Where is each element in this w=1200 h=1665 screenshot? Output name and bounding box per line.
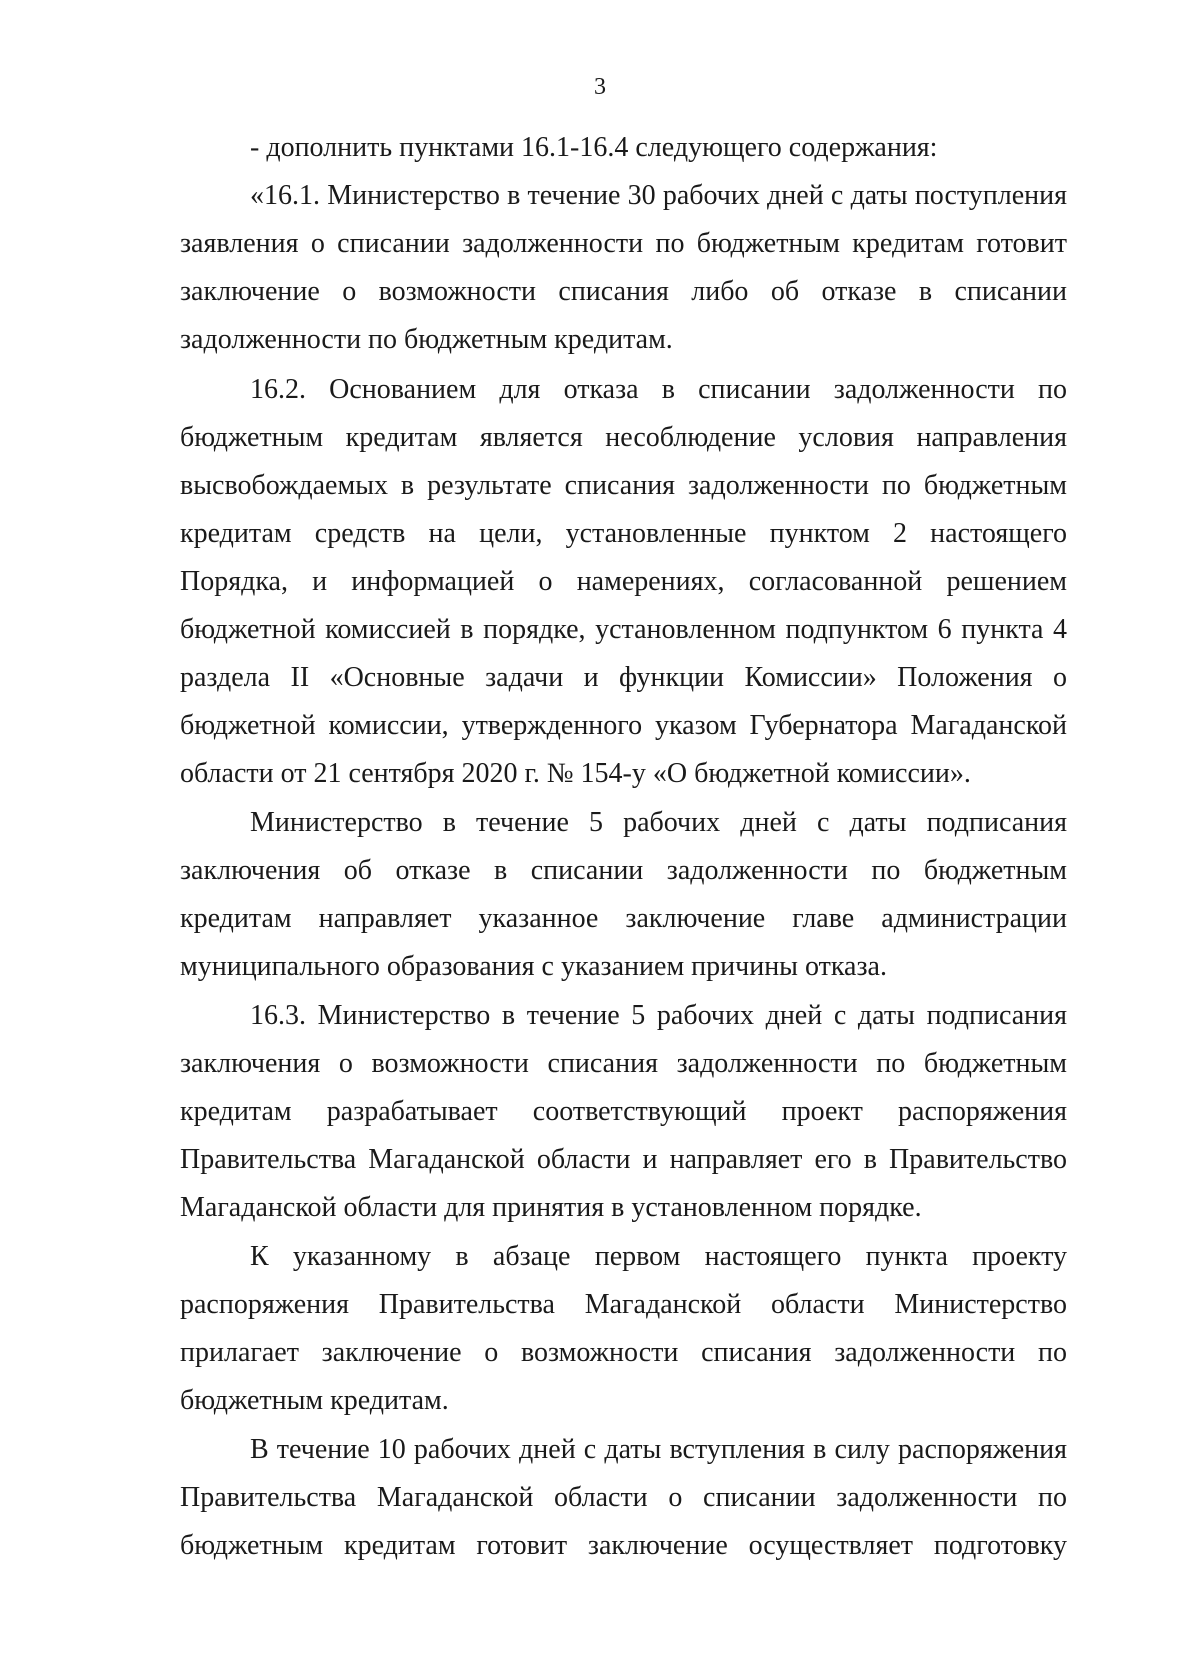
paragraph-16-3: 16.3. Министерство в течение 5 рабочих дней с даты подписания заключения о возможности списания задолженности по бюджетным кредитам разрабатывает соответствующий проект распоряжения Правительства Магаданской области и направляет его в Правительство Магаданской области для принятия в установленном порядке. [180,1000,1067,1223]
paragraph-attachment: К указанному в абзаце первом настоящего пункта проекту распоряжения Правительства Магаданской области Министерство прилагает заключение о возможности списания задолженности по бюджетным кредитам. [180,1241,1067,1416]
paragraph-refusal-notice: Министерство в течение 5 рабочих дней с даты подписания заключения об отказе в списании задолженности по бюджетным кредитам направляет указанное заключение главе администрации муниципального образования с указанием причины отказа. [180,807,1067,982]
paragraph-16-2: 16.2. Основанием для отказа в списании задолженности по бюджетным кредитам является несоблюдение условия направления высвобождаемых в результате списания задолженности по бюджетным кредитам средств на цели, установленные пунктом 2 настоящего Порядка, и информацией о намерениях, согласованной решением бюджетной комиссией в порядке, установленном подпунктом 6 пункта 4 раздела II «Основные задачи и функции Комиссии» Положения о бюджетной комиссии, утвержденного указом Губернатора Магаданской области от 21 сентября 2020 г. № 154-у «О бюджетной комиссии». [180,374,1067,789]
document-body [180,124,1067,1570]
paragraph-ten-days: В течение 10 рабочих дней с даты вступления в силу распоряжения Правительства Магаданской области о списании задолженности по бюджетным кредитам готовит заключение осуществляет подготовку [180,1434,1067,1561]
page-number: 3 [594,74,606,100]
paragraph-16-1: «16.1. Министерство в течение 30 рабочих дней с даты поступления заявления о списании задолженности по бюджетным кредитам готовит заключение о возможности списания либо об отказе в списании задолженности по бюджетным кредитам. [180,180,1067,355]
paragraph-intro: - дополнить пунктами 16.1-16.4 следующего содержания: [250,132,938,163]
